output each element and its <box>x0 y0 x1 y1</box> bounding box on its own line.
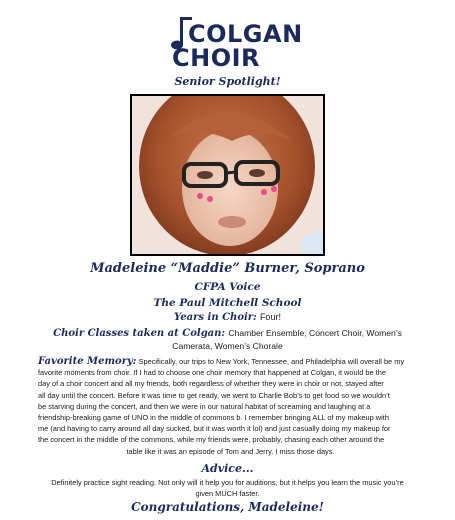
memory-label: Favorite Memory: <box>38 356 137 367</box>
memory-line3: day of a choir concert and all my friends, both regardless of whether they were in choir or not, stayed after <box>38 379 384 389</box>
memory-line5: be starving during the concert, and then we were in our natural habitat of screaming and laughing at a <box>38 401 371 411</box>
logo-line1: COLGAN <box>188 20 303 48</box>
advice-line2: given MUCH faster. <box>195 489 260 499</box>
years-label: Years in Choir: <box>174 312 257 323</box>
choir-classes <box>0 327 455 353</box>
memory-line8: the concert in the middle of the commons, while my friends were, probably, chasing each other around the <box>38 435 385 445</box>
memory-line2: favorite moments from choir. If I had to choose one choir memory that happened at Colgan, it would be the <box>38 368 386 378</box>
memory-line1: Specifically, our trips to New York, Tennessee, and Philadelphia will overall be my <box>138 357 405 366</box>
logo-line2: CHOIR <box>172 44 261 72</box>
advice-text <box>0 477 455 499</box>
favorite-memory-section <box>38 356 423 457</box>
program-name: CFPA Voice <box>194 281 261 293</box>
classes-value-line2: Camerata, Women’s Chorale <box>172 341 283 351</box>
memory-line4: all day until the concert. Before it was time to get ready, we went to Charlie Bob’s to get food so we wouldn’t <box>38 390 390 400</box>
colgan-choir-logo <box>170 14 303 74</box>
years-in-choir <box>0 312 455 323</box>
memory-line6: friendship-breaking game of UNO in the middle of commons b. I remember bringing ALL of my makeup with <box>38 413 389 423</box>
advice-line1: Definitely practice sight reading. Not only will it help you for auditions, but it helps you learn the music you’re <box>51 478 404 487</box>
page-subtitle: Senior Spotlight! <box>174 75 281 88</box>
classes-label: Choir Classes taken at Colgan: <box>53 328 226 339</box>
portrait-photo <box>130 94 325 256</box>
closing-message: Congratulations, Madeleine! <box>131 500 324 514</box>
school-name: The Paul Mitchell School <box>153 297 302 309</box>
memory-line9: table like it was an episode of Tom and Jerry. I miss those days. <box>126 446 335 456</box>
classes-value-line1: Chamber Ensemble, Concert Choir, Women’s <box>228 328 402 338</box>
advice-heading: Advice... <box>201 462 254 475</box>
years-value: Four! <box>259 312 281 322</box>
memory-line7: me (and having to carry around all day sucked, but it was worth it lol) and just casually doing my makeup for <box>38 424 391 434</box>
student-name: Madeleine “Maddie” Burner, Soprano <box>90 261 365 276</box>
